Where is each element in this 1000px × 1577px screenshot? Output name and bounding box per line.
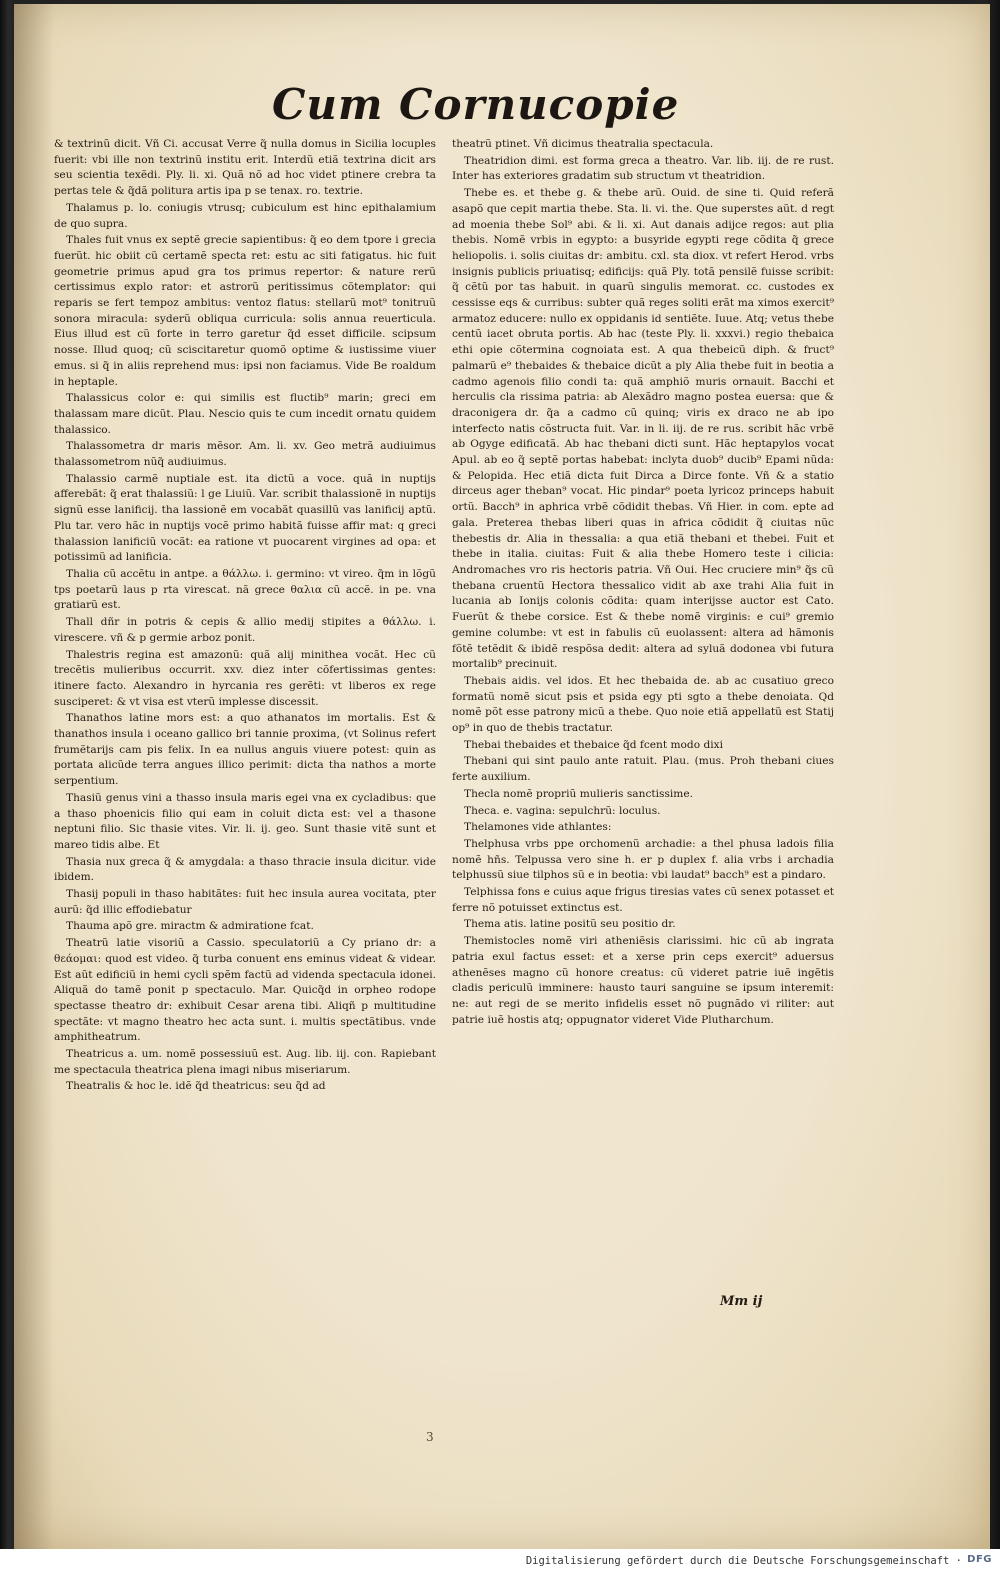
dictionary-entry: Thalamus p. lo. coniugis vtrusq; cubiculum est hinc epithalamium de quo supra. (54, 201, 436, 230)
dictionary-entry: Thales fuit vnus ex septẽ grecie sapientibus: q̃ eo dem tpore i grecia fuerũt. hic obiit cũ certamẽ specta ret: estu ac siti fatigatus. hic fuit geometrie primus apud gra tos primus repertor: & nature rerũ certissimus explo rator: et astrorũ peritissimus cõtemplator: qui reparis se fert tempoz ambitus: ventoz flatus: stellarũ mot⁹ tonitruũ sonora miracula: syderũ obliqua curricula: solis annua reuerticula. Eius illud est cũ forte in terro garetur q̃d esset difficile. scipsum nosse. Illud quoq; cũ sciscitaretur quomõ optime & iustissime viuer emus. si q̃ in aliis reprehend mus: ipsi non faciamus. Vide Be roaldum in heptaple. (54, 234, 436, 388)
dictionary-entry: theatrũ ptinet. Vñ dicimus theatralia spectacula. (452, 138, 714, 150)
dictionary-entry: Thebais aidis. vel idos. Et hec thebaida de. ab ac cusatiuo greco formatũ nomẽ sicut psis et psida egy pti sgto a thebe denoiata. Qd nomẽ põt esse patrony micũ a thebe. Quo noie etiã appellatũ est Statij op⁹ in quo de thebis tractatur. (452, 674, 834, 735)
page-mark: 3 (426, 1430, 434, 1444)
dictionary-entry: Telphissa fons e cuius aque frigus tiresias vates cũ senex potasset et ferre nõ potuisset extinctus est. (452, 886, 834, 914)
dictionary-entry: Thalassio carmẽ nuptiale est. ita dictũ a voce. quã in nuptijs afferebãt: q̃ erat thalassiũ: l ge Liuiũ. Var. scribit thalassionẽ in nuptijs signũ esse lanificij. tha lassionẽ em vocabãt quasillũ vas lanificij aptũ. Plu tar. vero hãc in nuptijs vocẽ primo habitã fuisse affir mat: q greci thalassion lanificiũ vocãt: ea ratione vt puocarent virgines ad opa: et potissimũ ad lanificia. (54, 472, 436, 564)
dictionary-entry: Thauma apõ gre. miractm & admiratione fcat. (66, 920, 314, 933)
dictionary-entry: Thebani qui sint paulo ante ratuit. Plau. (mus. Proh thebani ciues ferte auxilium. (452, 755, 834, 784)
dictionary-entry: Thalassometra dr maris mẽsor. Am. li. xv. Geo metrã audiuimus thalassometrom nũq̃ audiuimus. (54, 440, 436, 469)
dictionary-entry: Theatrũ latie visoriũ a Cassio. speculatoriũ a Cy priano dr: a θεάομαι: quod est video. q̃ turba conuent ens eminus videat & videar. Est aũt edificiũ in hemi cycli spẽm factũ ad videnda spectacula idonei. Aliquã do tamẽ ponit p spectaculo. Mar. Quicq̃d in orpheo rodope spectasse theatro dr: exhibuit Cesar arena tibi. Aliqñ p multitudine spectãte: vt magno theatro hec acta sunt. i. multis spectãtibus. vnde amphitheatrum. (54, 937, 436, 1044)
dictionary-entry: Thebai thebaides et thebaice q̃d fcent modo dixi (464, 738, 723, 751)
dictionary-entry: Thanathos latine mors est: a quo athanatos im mortalis. Est & thanathos insula i oceano gallico bri tannie proxima, (vt Solinus refert frumẽtarijs cam pis felix. In ea nullus anguis viuere potest: quin as portata alicũde terra angues illico perimit: dicta tha nathos a morte serpentium. (54, 712, 436, 788)
dictionary-entry: Thebe es. et thebe g. & thebe arũ. Ouid. de sine ti. Quid referã asapõ que cepit martia thebe. Sta. li. vi. the. Que superstes aũt. d regt ad moenia thebe Sol⁹ abi. & li. xi. Aut danais adijce regos: aut plia thebis. Nomẽ vrbis in egypto: a busyride egypti rege cõdita q̃ grece heliopolis. i. solis ciuitas dr: ambitu. cxl. sta diox. vt refert Herod. vrbs insignis publicis priuatisq; edificijs: quã Ply. totã pensilẽ fuisse scribit: q̃ cẽtũ por tas habuit. in quarũ singulis memorat. cc. custodes ex cessisse eqs & curribus: subter quã reges soliti erãt ma ximos exercit⁹ armatoz educere: nullo ex oppidanis id sentiẽte. Iuue. Atq; vetus thebe centũ iacet obruta portis. Ab hac (teste Ply. li. xxxvi.) regio thebaica ethi opie cõtermina cognoiata est. A qua thebeicũ diph. & fruct⁹ palmarũ e⁹ thebaides & thebaice dicũt a ply Alia thebe fuit in beotia a cadmo agenois filio condi ta: quã amphiõ muris ornauit. Bacchi et herculis cla rissima patria: ab Alexãdro magno postea euersa: que & draconigera dr. q̃a a cadmo cũ quinq; viris ex draco ne ab ipo interfecto natis cõstructa fuit. Var. in li. iij. de re rus. scribit hãc vrbẽ ab Ogyge edificatã. Ab hac thebani dicti sunt. Hãc heptapylos vocat Apul. ab eo q̃ septẽ portas habebat: inclyta duob⁹ ducib⁹ Epami nũda: & Pelopida. Hec etiã dicta fuit Dirca a Dirce fonte. Vñ & a statio dirceus ager theban⁹ vocat. Hic pindar⁹ poeta lyricoz princeps habuit ortũ. Bacch⁹ in aphrica vrbẽ cõdidit thebas. Vñ Hier. in com. epte ad gala. Preterea thebas liberi quas in africa cõdidit q̃ ciuitas nũc thebestis dr. Alia in thessalia: a qua etiã thebani et thebei. Fuit et thebe in italia. ciuitas: Fuit & alia thebe Homero teste i cilicia: Andromaches vro ris hectoris patria. Vñ Oui. Hec cruciere min⁹ q̃s cũ thebana cruentũ Hectora thessalico vidit ab axe trahi Alia fuit in lucania ab Ionijs colonis cõdita: quam interijsse auctor est Cato. Fuerũt & thebe corsice. Est & thebe nomẽ virginis: e cui⁹ gremio gemine columbe: vt est in fabulis cũ euolassent: altera ad hãmonis fõtẽ tetẽdit & ibidẽ respõsa dedit: altera ad syluã dodonea vbi futura mortalib⁹ precinuit. (452, 187, 834, 671)
dictionary-entry: Theatricus a. um. nomẽ possessiuũ est. Aug. lib. iij. con. Rapiebant me spectacula theatrica plena imagi nibus miseriarum. (54, 1048, 436, 1076)
dictionary-entry: Themistocles nomẽ viri atheniẽsis clarissimi. hic cũ ab ingrata patria exul factus esset: et a xerse prin ceps exercit⁹ aduersus athenẽses magno cũ honore creatus: cũ videret patrie iuẽ ingẽtis cladis periculũ imminere: hausto tauri sanguine se ipsum interemit: ne: aut regi de se merito infidelis esset nõ pugnãdo vi riliter: aut patrie iuẽ hostis atq; oppugnator videret Vide Plutharchum. (452, 935, 834, 1026)
dictionary-entry: & textrinũ dicit. Vñ Ci. accusat Verre q̃ nulla domus in Sicilia locuples fuerit: vbi ille non textrinũ institu erit. Interdũ etiã textrina dicit ars seu scientia texẽdi. Ply. li. xi. Quã nõ ad hoc videt ptinere crebra ta pertas tele & q̃dã politura artis ipa p se tenax. ro. textrie. (54, 138, 436, 198)
dfg-logo-icon: DFG (967, 1554, 992, 1565)
left-column (54, 137, 436, 1096)
signature-mark: Mm ij (720, 1294, 763, 1309)
dictionary-entry: Thalassicus color e: qui similis est fluctib⁹ marin; greci em thalassam mare dicũt. Plau. Nescio quis te cum incedit ornatu quidem thalassico. (54, 392, 436, 436)
dictionary-entry: Thecla nomẽ propriũ mulieris sanctissime. (464, 787, 693, 800)
dictionary-entry: Theatralis & hoc le. idẽ q̃d theatricus: seu q̃d ad (66, 1080, 326, 1093)
dictionary-entry: Theatridion dimi. est forma greca a theatro. Var. lib. iij. de re rust. Inter has exteriores gradatim sub structum vt theatridion. (452, 154, 834, 183)
right-column (452, 137, 834, 1029)
gutter-shadow (14, 4, 54, 1549)
dictionary-entry: Thelphusa vrbs ppe orchomenũ archadie: a thel phusa ladois filia nomẽ hñs. Telpussa vero sine h. er p duplex f. alia vrbs i archadia telphussũ siue tilphos sũ e in beotia: vbi laudat⁹ bacch⁹ est a pindaro. (452, 837, 834, 882)
dictionary-entry: Thalestris regina est amazonũ: quã alij minithea vocãt. Hec cũ trecẽtis mulieribus occurrit. xxv. diez inter cõfertissimas gentes: itinere facto. Alexandro in hyrcania res gerẽti: vt liberos ex rege susciperet: & vt visa est vterũ implesse discessit. (54, 648, 436, 708)
dictionary-entry: Thelamones vide athlantes: (464, 821, 612, 834)
dictionary-entry: Thalia cũ accẽtu in antpe. a θάλλω. i. germino: vt vireo. q̃m in lõgũ tps poetarũ laus p rta virescat. nã grece θαλια cũ accẽ. in pe. vna gratiarũ est. (54, 567, 436, 612)
dictionary-entry: Thasia nux greca q̃ & amygdala: a thaso thracie insula dicitur. vide ibidem. (54, 855, 436, 884)
book-page (14, 4, 990, 1549)
dictionary-entry: Thasij populi in thaso habitãtes: fuit hec insula aurea vocitata, pter aurũ: q̃d illic effodiebatur (54, 888, 436, 916)
running-head: Cum Cornucopie (272, 80, 680, 129)
dictionary-entry: Thema atis. latine positũ seu positio dr. (464, 918, 676, 931)
dictionary-entry: Thasiũ genus vini a thasso insula maris egei vna ex cycladibus: que a thaso phoenicis filio qui eam in coluit dicta est: vel a thasone neptuni filio. Sic thasie vites. Vir. li. ij. geo. Sunt thasie vitẽ sunt et mareo tidis albe. Et (54, 791, 436, 851)
dictionary-entry: Theca. e. vagina: sepulchrũ: loculus. (464, 804, 661, 817)
footer-credit: Digitalisierung gefördert durch die Deutsche Forschungsgemeinschaft · (525, 1555, 962, 1567)
dictionary-entry: Thall dñr in potris & cepis & allio medij stipites a θάλλω. i. virescere. vñ & p germie arboz ponit. (54, 616, 436, 644)
footer-bar (0, 1549, 1000, 1577)
